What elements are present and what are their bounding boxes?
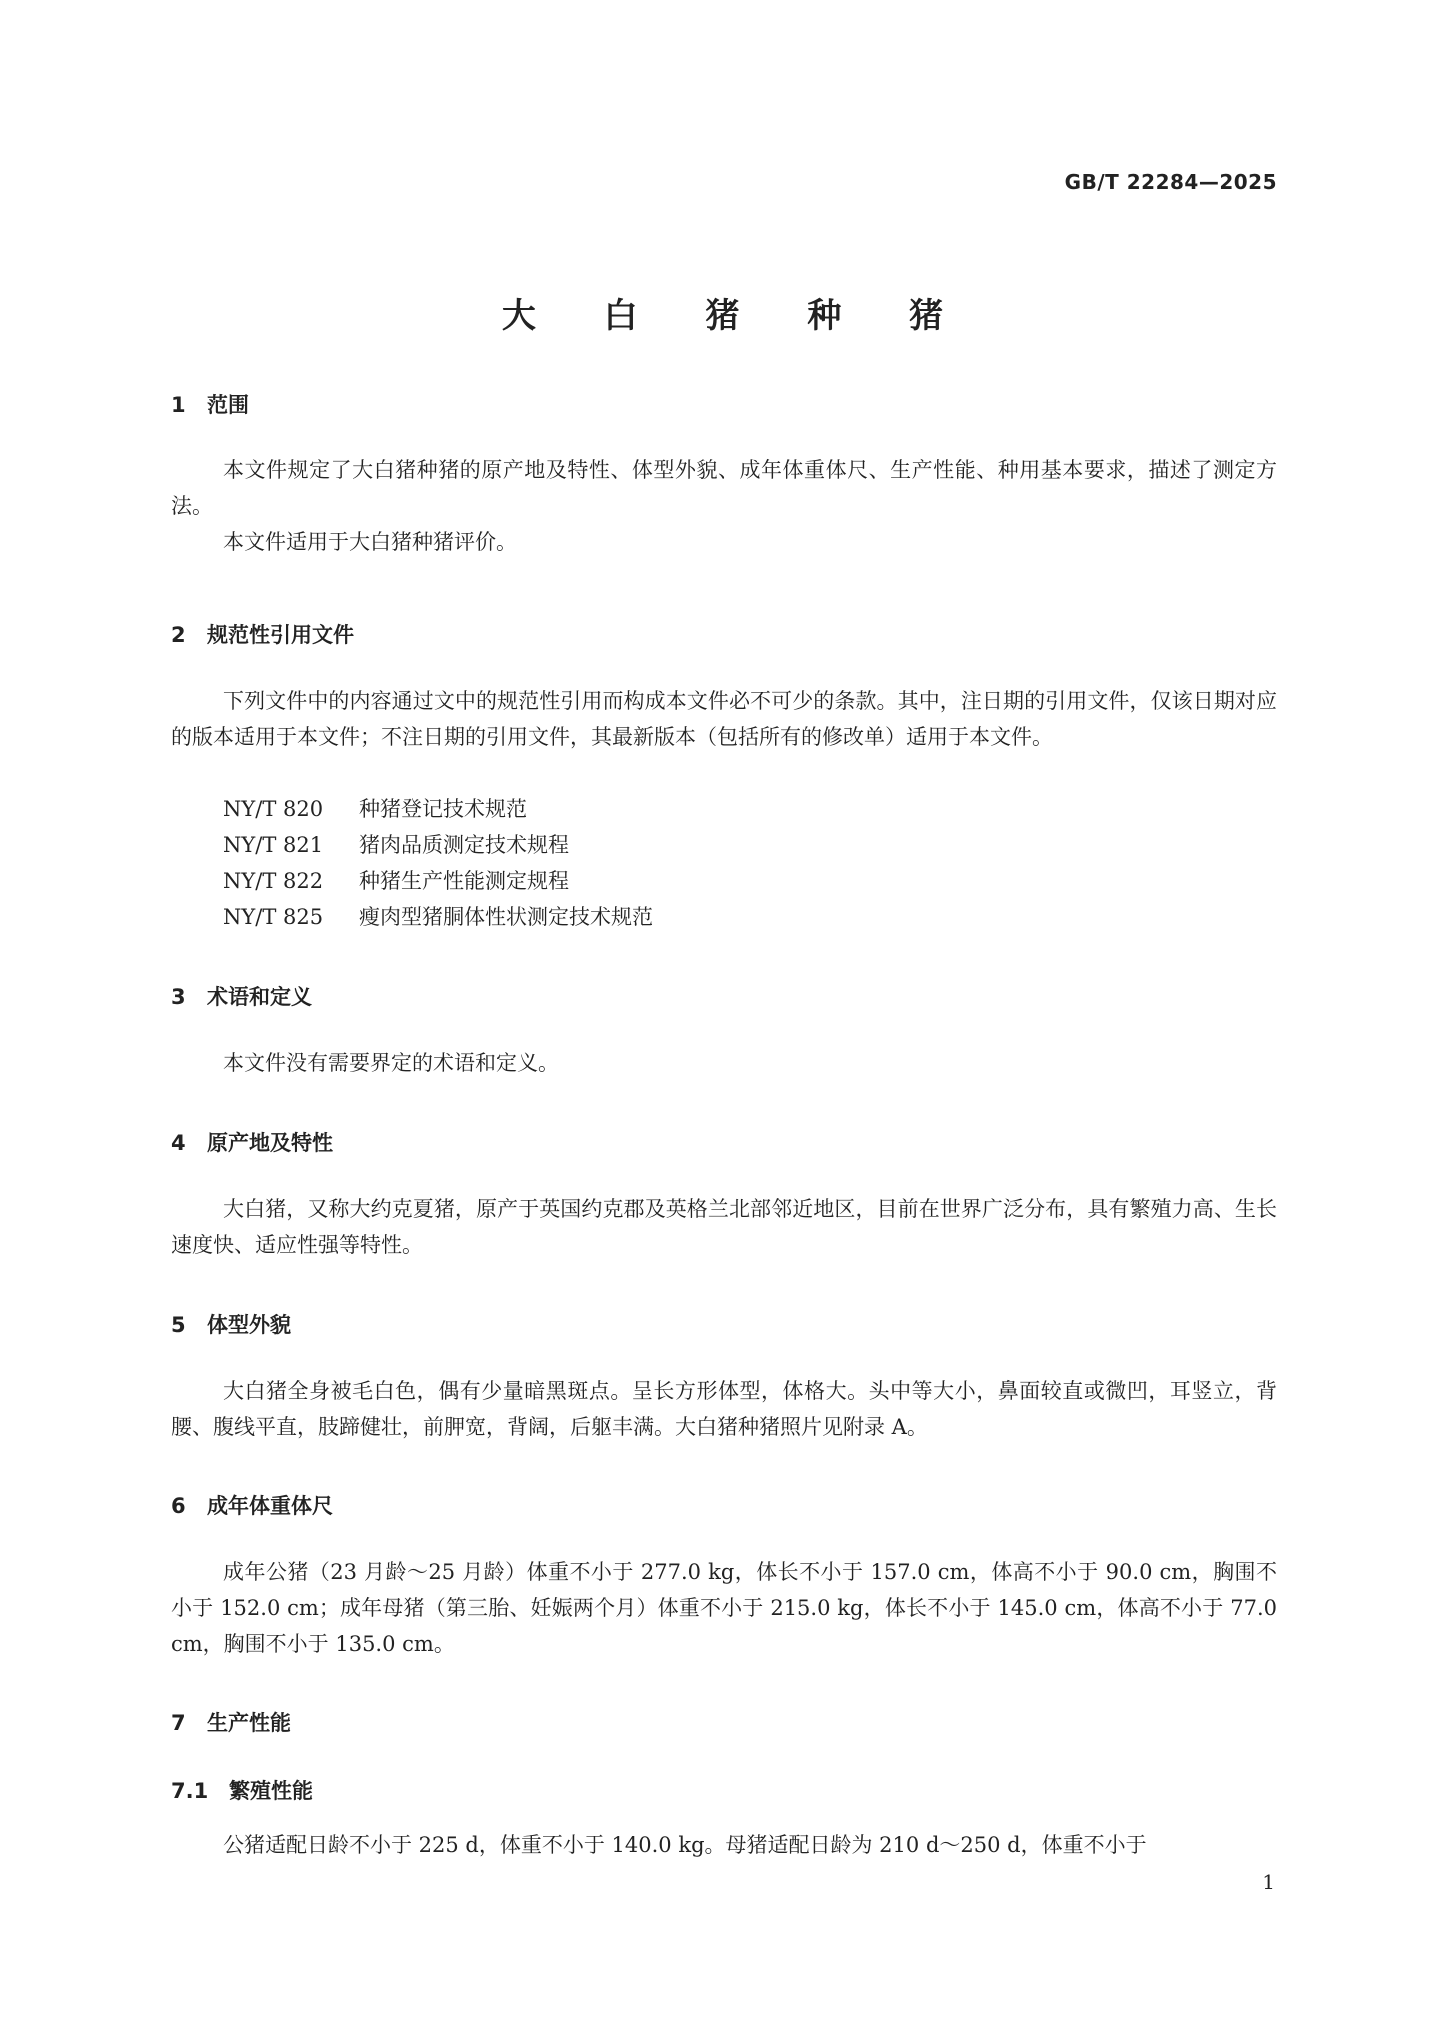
section-heading-6 xyxy=(171,1490,333,1520)
section-title: 原产地及特性 xyxy=(207,1131,333,1155)
reference-item xyxy=(223,863,569,899)
reference-code: NY/T 822 xyxy=(223,869,324,893)
reference-name: 猪肉品质测定技术规程 xyxy=(359,833,569,857)
paragraph: 大白猪，又称大约克夏猪，原产于英国约克郡及英格兰北部邻近地区，目前在世界广泛分布，具有繁殖力高、生长速度快、适应性强等特性。 xyxy=(171,1197,1277,1257)
section-heading-5 xyxy=(171,1309,291,1339)
reference-code: NY/T 820 xyxy=(223,797,324,821)
section-title: 生产性能 xyxy=(207,1711,291,1735)
section-number: 2 xyxy=(171,623,186,647)
section-title: 规范性引用文件 xyxy=(207,623,354,647)
section-number: 4 xyxy=(171,1131,186,1155)
paragraph: 公猪适配日龄不小于 225 d，体重不小于 140.0 kg。母猪适配日龄为 210 d～250 d，体重不小于 xyxy=(223,1833,1147,1857)
section-heading-3 xyxy=(171,981,312,1011)
paragraph: 大白猪全身被毛白色，偶有少量暗黑斑点。呈长方形体型，体格大。头中等大小，鼻面较直或微凹，耳竖立，背腰、腹线平直，肢蹄健壮，前胛宽，背阔，后躯丰满。大白猪种猪照片见附录 A。 xyxy=(171,1379,1277,1439)
section-number: 7 xyxy=(171,1711,186,1735)
section-title: 体型外貌 xyxy=(207,1313,291,1337)
reference-code: NY/T 821 xyxy=(223,833,324,857)
reference-code: NY/T 825 xyxy=(223,905,324,929)
reference-name: 种猪生产性能测定规程 xyxy=(359,869,569,893)
section-number: 6 xyxy=(171,1494,186,1518)
paragraph: 本文件适用于大白猪种猪评价。 xyxy=(223,530,517,554)
subsection-heading-7-1 xyxy=(171,1775,313,1805)
section-title: 繁殖性能 xyxy=(229,1779,313,1803)
page-number: 1 xyxy=(1262,1870,1275,1894)
section-heading-4 xyxy=(171,1127,333,1157)
section-title: 范围 xyxy=(207,393,249,417)
section-heading-7 xyxy=(171,1707,291,1737)
section-number: 3 xyxy=(171,985,186,1009)
paragraph: 成年公猪（23 月龄～25 月龄）体重不小于 277.0 kg，体长不小于 157.0 cm，体高不小于 90.0 cm，胸围不小于 152.0 cm；成年母猪（第三胎、妊娠两个月）体重不小于 215.0 kg，体长不小于 145.0 cm，体高不小于 77.0 cm，胸围不小于 135.0 cm。 xyxy=(171,1560,1277,1656)
reference-name: 瘦肉型猪胴体性状测定技术规范 xyxy=(359,905,653,929)
section-heading-2 xyxy=(171,619,354,649)
paragraph: 本文件规定了大白猪种猪的原产地及特性、体型外貌、成年体重体尺、生产性能、种用基本要求，描述了测定方法。 xyxy=(171,458,1277,518)
paragraph: 下列文件中的内容通过文中的规范性引用而构成本文件必不可少的条款。其中，注日期的引用文件，仅该日期对应的版本适用于本文件；不注日期的引用文件，其最新版本（包括所有的修改单）适用于本文件。 xyxy=(171,689,1277,749)
section-heading-1 xyxy=(171,389,249,419)
document-title: 大 白 猪 种 猪 xyxy=(501,296,972,336)
paragraph: 本文件没有需要界定的术语和定义。 xyxy=(223,1051,559,1075)
reference-item xyxy=(223,791,527,827)
reference-name: 种猪登记技术规范 xyxy=(359,797,527,821)
standard-number: GB/T 22284—2025 xyxy=(1064,170,1277,194)
reference-item xyxy=(223,899,653,935)
section-title: 成年体重体尺 xyxy=(207,1494,333,1518)
section-number: 1 xyxy=(171,393,186,417)
section-number: 5 xyxy=(171,1313,186,1337)
section-number: 7.1 xyxy=(171,1779,209,1803)
section-title: 术语和定义 xyxy=(207,985,312,1009)
reference-item xyxy=(223,827,569,863)
